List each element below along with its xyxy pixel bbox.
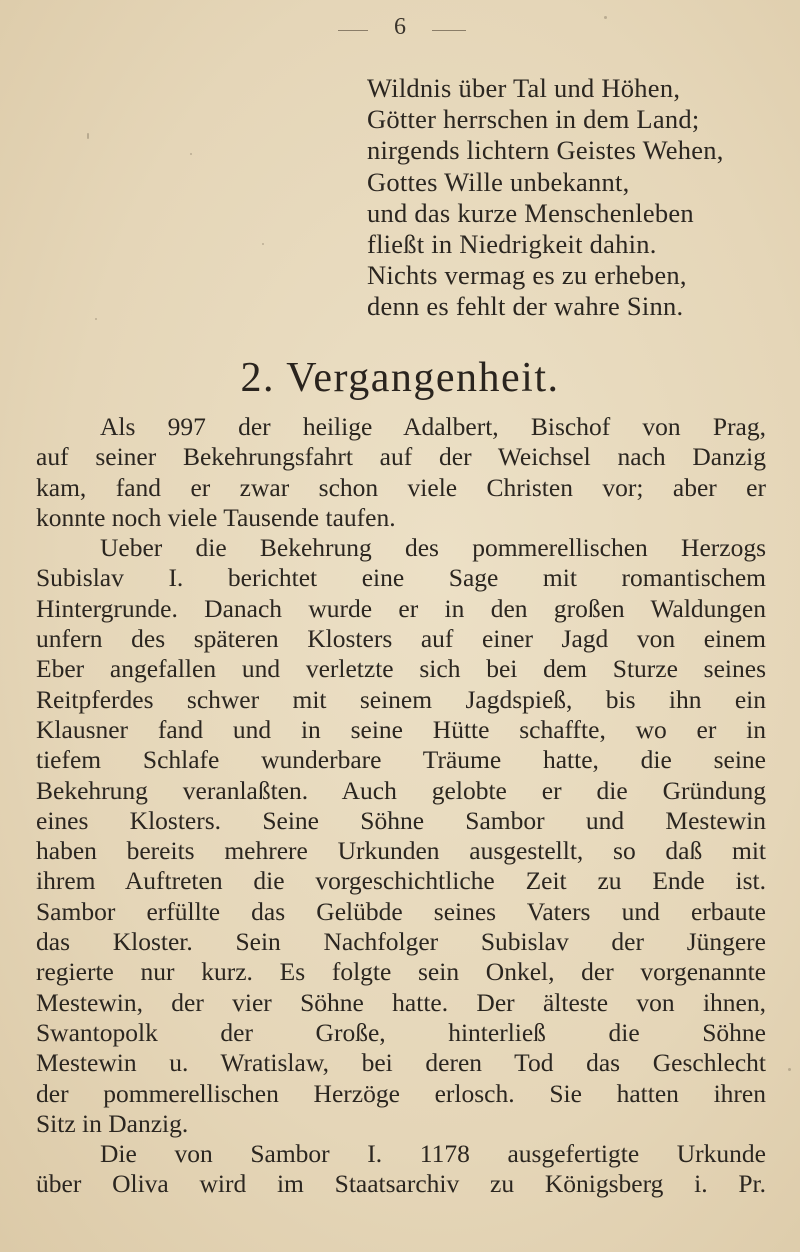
body-text xyxy=(36,412,766,1200)
poem-line: denn es fehlt der wahre Sinn. xyxy=(367,291,684,322)
poem-line: Nichts vermag es zu erheben, xyxy=(367,260,687,291)
poem-line: Wildnis über Tal und Höhen, xyxy=(367,73,681,103)
text-line: Als 997 der heilige Adalbert, Bischof von Prag, xyxy=(100,412,766,441)
text-line: Sambor erfüllte das Gelübde seines Vaters und erbaute xyxy=(36,896,766,926)
text-line: Subislav I. berichtet eine Sage mit romantischem xyxy=(36,563,766,593)
text-line: kam, fand er zwar schon viele Christen vor; aber er xyxy=(36,472,766,502)
paper-speck xyxy=(604,16,607,19)
text-line: Swantopolk der Große, hinterließ die Söhne xyxy=(36,1017,766,1047)
text-line: konnte noch viele Tausende taufen. xyxy=(36,502,396,532)
paper-speck xyxy=(788,1068,791,1071)
section-heading: 2. Vergangenheit. xyxy=(240,355,560,401)
text-line: auf seiner Bekehrungsfahrt auf der Weichsel nach Danzig xyxy=(36,442,766,472)
text-line: Ueber die Bekehrung des pommerellischen Herzogs xyxy=(100,533,766,563)
text-line: haben bereits mehrere Urkunden ausgestellt, so daß mit xyxy=(36,836,766,866)
poem-line: fließt in Niedrigkeit dahin. xyxy=(367,229,657,260)
text-line: tiefem Schlafe wunderbare Träume hatte, die seine xyxy=(36,745,766,775)
poem-line: und das kurze Menschenleben xyxy=(367,197,694,228)
page-number-dash-right xyxy=(432,30,466,31)
text-line: Reitpferdes schwer mit seinem Jagdspieß, bis ihn ein xyxy=(36,684,766,714)
poem-line: Gottes Wille unbekannt, xyxy=(367,166,630,197)
page-number: 6 xyxy=(394,14,406,40)
paper-speck xyxy=(95,318,97,320)
text-line: Bekehrung veranlaßten. Auch gelobte er die Gründung xyxy=(36,775,766,805)
text-line: Klausner fand und in seine Hütte schaffte, wo er in xyxy=(36,714,766,744)
text-line: regierte nur kurz. Es folgte sein Onkel, der vorgenannte xyxy=(36,957,766,987)
text-line: das Kloster. Sein Nachfolger Subislav der Jüngere xyxy=(36,927,766,957)
text-line: eines Klosters. Seine Söhne Sambor und Mestewin xyxy=(36,805,766,835)
text-line: Eber angefallen und verletzte sich bei dem Sturze seines xyxy=(36,654,766,684)
text-line: ihrem Auftreten die vorgeschichtliche Zeit zu Ende ist. xyxy=(36,866,766,896)
text-line: Sitz in Danzig. xyxy=(36,1108,189,1138)
poem-line: Götter herrschen in dem Land; xyxy=(367,104,700,135)
text-line: der pommerellischen Herzöge erlosch. Sie hatten ihren xyxy=(36,1078,766,1108)
paper-speck xyxy=(190,153,192,155)
text-line: Die von Sambor I. 1178 ausgefertigte Urkunde xyxy=(100,1139,766,1169)
paper-speck xyxy=(262,243,264,245)
poem-stanza xyxy=(367,73,787,323)
text-line: Hintergrunde. Danach wurde er in den großen Waldungen xyxy=(36,593,766,623)
text-line: unfern des späteren Klosters auf einer Jagd von einem xyxy=(36,624,766,654)
text-line: Mestewin u. Wratislaw, bei deren Tod das Geschlecht xyxy=(36,1048,766,1078)
text-line: über Oliva wird im Staatsarchiv zu Königsberg i. Pr. xyxy=(36,1169,766,1199)
poem-line: nirgends lichtern Geistes Wehen, xyxy=(367,135,724,166)
paper-speck xyxy=(87,133,89,139)
text-line: Mestewin, der vier Söhne hatte. Der älteste von ihnen, xyxy=(36,987,766,1017)
